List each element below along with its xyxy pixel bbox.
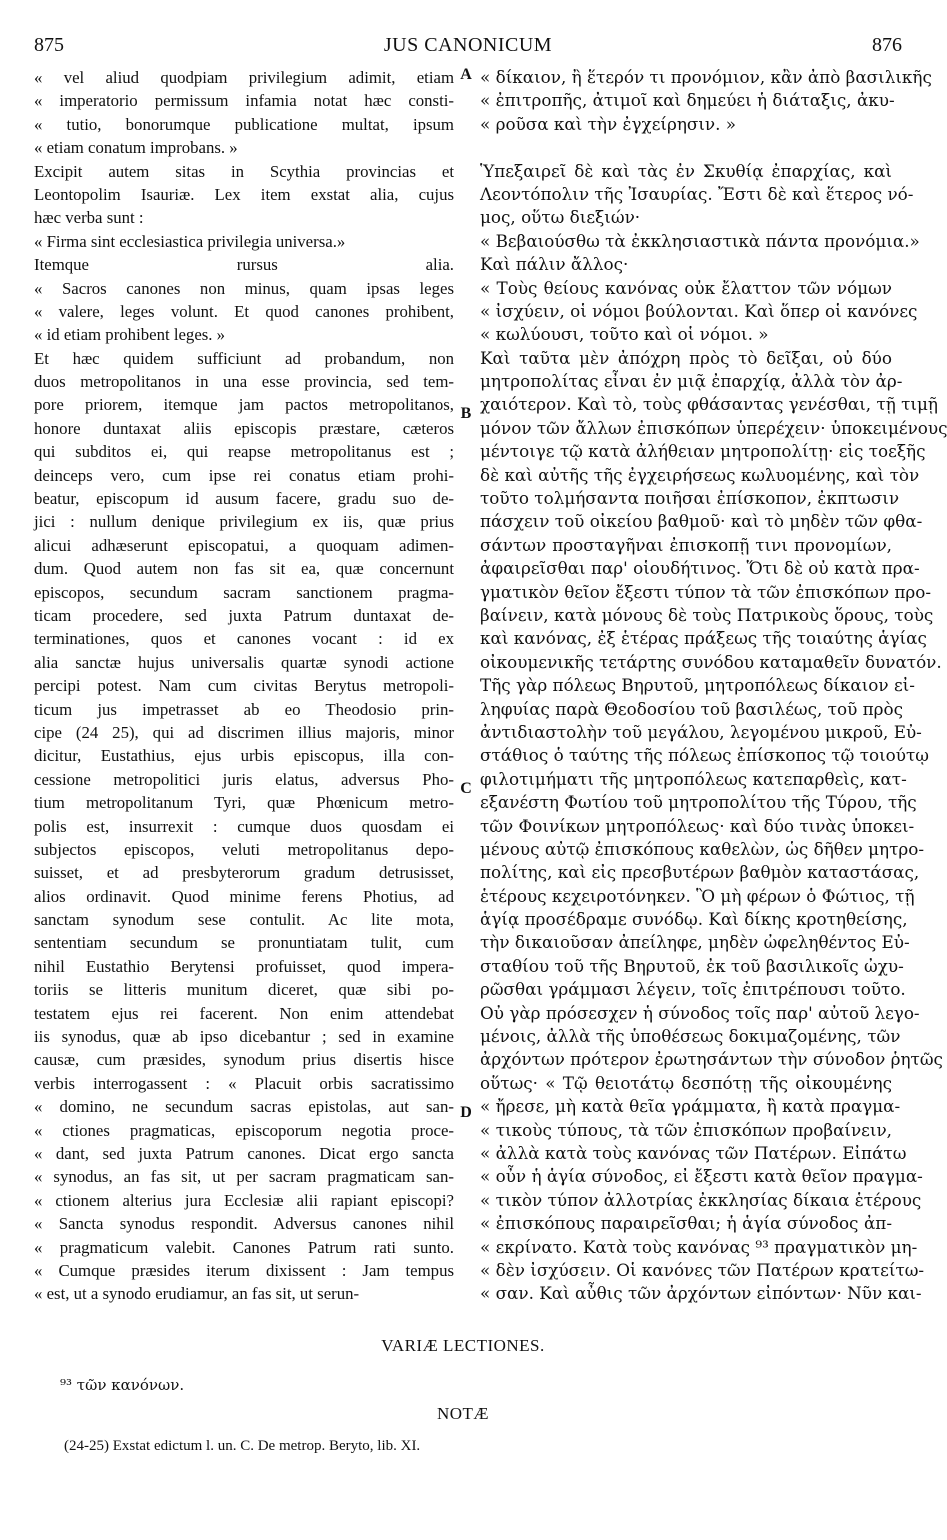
- text-line: Itemque rursus alia.: [34, 255, 454, 275]
- text-line: « οὖν ἡ ἁγία σύνοδος, εἰ ἔξεστι κατὰ θεῖον πραγμα-: [480, 1166, 923, 1187]
- text-line: τὴν δικαιοῦσαν ἀπείληφε, μηδὲν ὠφεληθέντος Εὐ-: [480, 932, 910, 953]
- footnote-text: (24-25) Exstat edictum l. un. C. De metrop. Beryto, lib. XI.: [64, 1438, 421, 1454]
- text-line: Τῆς γὰρ πόλεως Βηρυτοῦ, μητροπόλεως δίκαιον εἰ-: [480, 675, 915, 696]
- margin-marker-b: B: [460, 405, 472, 422]
- text-line: [480, 136, 892, 159]
- text-line: ticum jus impetrasset ab eo Theodosio prin-: [34, 699, 454, 719]
- text-line: verbis interrogassent : « Placuit orbis sacratissimo: [34, 1073, 454, 1093]
- notae-heading: NOTÆ: [436, 1404, 490, 1423]
- text-line: στάθιος ὁ ταύτης τῆς πόλεως ἐπίσκοπος τῷ τοιούτῳ: [480, 745, 929, 766]
- text-line: « σαν. Καὶ αὖθις τῶν ἀρχόντων εἰπόντων· Νῦν και-: [480, 1283, 922, 1304]
- text-line: οἰκουμενικῆς τετάρτης συνόδου καταμαθεῖν δυνατόν.: [480, 651, 942, 672]
- text-line: τοῦτο τολμήσαντα ποιῆσαι ἐπίσκοπον, ἐκπτωσιν: [480, 488, 900, 509]
- text-line: cipe (24 25), qui ad discrimen illius majoris, minor: [34, 722, 454, 742]
- text-line: dum. Quod autem non fas sit ea, quæ concernunt: [34, 559, 454, 579]
- text-line: μένους αὐτῷ ἐπισκόπους καθελὼν, ὡς δῆθεν μητρο-: [480, 838, 924, 859]
- text-line: « Cumque præsides iterum dixissent : Jam tempus: [34, 1260, 454, 1280]
- text-line: causæ, cum præsides, synodum prius disertis hisce: [34, 1050, 454, 1070]
- text-line: φιλοτιμήματι τῆς μητροπόλεως κατεπαρθεὶς, κατ-: [480, 768, 907, 789]
- page-header: [34, 34, 902, 64]
- text-line: deinceps vero, cum ipse rei conatus etiam prohi-: [34, 465, 454, 485]
- text-line: « imperatorio permissum infamia notat hæc consti-: [34, 91, 454, 111]
- text-line: duos metropolitanos in una esse provincia, sed tem-: [34, 372, 454, 392]
- text-line: « Firma sint ecclesiastica privilegia universa.»: [34, 231, 346, 251]
- text-line: iis synodus, quæ ab ipso dicebantur ; sed in examine: [34, 1027, 454, 1047]
- text-line: « domino, ne secundum sacras epistolas, aut san-: [34, 1097, 454, 1117]
- text-line: χαιότερον. Καὶ τὸ, τοὺς φθάσαντας γενέσθαι, τῇ τιμῇ: [480, 394, 938, 415]
- text-line: « ἀλλὰ κατὰ τοὺς κανόνας τῶν Πατέρων. Εἰπάτω: [480, 1142, 907, 1163]
- text-line: μος, οὕτω διεξιών·: [480, 207, 641, 228]
- text-line: πολίτης, καὶ εἰς πρεσβυτέρων βαθμὸν καταστάσας,: [480, 862, 920, 883]
- text-line: βαίνειν, κατὰ μόνους δὲ τοὺς Πατρικοὺς ὅρους, τοὺς: [480, 604, 934, 625]
- text-line: « synodus, an fas sit, ut per sacram pragmaticam san-: [34, 1167, 454, 1187]
- text-line: σάντων προσταγῆναι ἐπισκοπῇ τινι προνομίων,: [480, 534, 892, 555]
- margin-marker-c: C: [460, 780, 472, 797]
- text-line: beatur, episcopum id ausum facere, gradu suo de-: [34, 489, 454, 509]
- text-line: ticam procedere, sed juxta Patrum duntaxat de-: [34, 605, 454, 625]
- text-line: Οὐ γὰρ πρόσεσχεν ἡ σύνοδος τοῖς παρ' αὐτοῦ λεγο-: [480, 1002, 920, 1023]
- text-line: percipi potest. Nam cum civitas Berytus metropoli-: [34, 676, 454, 696]
- text-line: qui subditos ei, qui reapse metropolitanus est ;: [34, 442, 454, 462]
- text-line: εξανέστη Φωτίου τοῦ μητροπολίτου τῆς Τύρου, τῆς: [480, 792, 917, 813]
- text-line: « etiam conatum improbans. »: [34, 138, 238, 158]
- text-line: « valere, leges volunt. Et quod canones prohibent,: [34, 301, 454, 321]
- text-line: ἀφαιρεῖσθαι παρ' οἱουδήτινος. Ὅτι δὲ οὐ κατὰ πρα-: [480, 558, 920, 579]
- text-line: μητροπολίτας εἶναι ἐν μιᾷ ἐπαρχίᾳ, ἀλλὰ τὸν ἀρ-: [480, 371, 903, 392]
- variae-lectiones-heading: VARIÆ LECTIONES.: [381, 1336, 545, 1355]
- text-line: « ἰσχύειν, οἱ νόμοι βούλονται. Καὶ ὅπερ οἱ κανόνες: [480, 300, 918, 321]
- text-line: γματικὸν θεῖον ἔξεστι τύπον τὰ τῶν ἐπισκόπων προ-: [480, 581, 932, 602]
- text-line: ἀρχόντων πρότερον ἐρωτησάντων τὴν σύνοδον ῥητῶς: [480, 1049, 943, 1070]
- text-line: sanctam synodum sese contulit. Ac lite mota,: [34, 910, 454, 930]
- text-line: subjectos episcopos, veluti metropolitanus depo-: [34, 839, 454, 859]
- text-line: μόνον τῶν ἄλλων ἐπισκόπων ὑπερέχειν· ὑποκειμένους: [480, 417, 947, 438]
- text-line: tium metropolitanum Tyri, quæ Phœnicum metro-: [34, 793, 454, 813]
- text-line: nihil Eustathio Berytensi profuisset, quod impera-: [34, 956, 454, 976]
- text-line: alicui adhæserunt episcopatui, a quoquam adimen-: [34, 535, 454, 555]
- text-line: καὶ κανόνας, ἐξ ἑτέρας πράξεως τῆς τοιαύτης ἁγίας: [480, 628, 927, 649]
- text-line: « Sacros canones non minus, quam ipsas leges: [34, 278, 454, 298]
- text-line: « τικοὺς τύπους, τὰ τῶν ἐπισκόπων προβαίνειν,: [480, 1119, 892, 1140]
- text-line: episcopos, secundum sacram sanctionem pragma-: [34, 582, 454, 602]
- text-line: « δὲν ἰσχύσειν. Οἱ κανόνες τῶν Πατέρων κρατείτω-: [480, 1259, 925, 1280]
- text-line: μέντοιγε τῷ κατὰ ἀλήθειαν μητροπολίτῃ· εἰς τοεξῆς: [480, 441, 926, 462]
- text-line: δὲ καὶ αὐτῆς τῆς ἐγχειρήσεως κωλυομένης, καὶ τὸν: [480, 464, 920, 485]
- text-line: terminationes, quos et canones vocant : id ex: [34, 629, 454, 649]
- text-line: Λεοντόπολιν τῆς Ἰσαυρίας. Ἔστι δὲ καὶ ἕτερος νό-: [480, 183, 914, 204]
- text-line: Excipit autem sitas in Scythia provincias et: [34, 161, 454, 181]
- text-line: ἀντιδιαστολὴν τοῦ μεγάλου, λεγομένου μικροῦ, Εὐ-: [480, 721, 922, 742]
- text-line: dicitur, Eustathius, ejus urbis episcopus, illa con-: [34, 746, 454, 766]
- text-line: Et hæc quidem sufficiunt ad probandum, non: [34, 348, 454, 368]
- text-line: μένοις, ἀλλὰ τῆς ὑποθέσεως δοκιμαζομένης, τῶν: [480, 1026, 901, 1047]
- text-line: testatem ejus rei facerent. Non enim attendebat: [34, 1003, 454, 1023]
- text-line: « ἤρεσε, μὴ κατὰ θεῖα γράμματα, ἢ κατὰ πραγμα-: [480, 1096, 901, 1117]
- text-line: « tutio, bonorumque publicatione multat, ipsum: [34, 114, 454, 134]
- text-line: « id etiam prohibent leges. »: [34, 325, 226, 345]
- text-line: toriis se litteris munitum diceret, quæ sibi po-: [34, 980, 454, 1000]
- text-line: « ἐπιτροπῆς, ἀτιμοῖ καὶ δημεύει ἡ διάταξις, ἀκυ-: [480, 90, 895, 111]
- text-line: « Βεβαιούσθω τὰ ἐκκλησιαστικὰ πάντα προνόμια.»: [480, 230, 920, 251]
- text-line: « vel aliud quodpiam privilegium adimit, etiam: [34, 68, 454, 87]
- text-line: honore duntaxat aliis episcopis præstare, cæteros: [34, 418, 454, 438]
- text-line: Καὶ ταῦτα μὲν ἀπόχρη πρὸς τὸ δεῖξαι, οὐ δύο: [480, 347, 892, 368]
- text-line: « dant, sed juxta Patrum canones. Dicat ergo sancta: [34, 1143, 454, 1163]
- text-line: « ἐπισκόπους παραιρεῖσθαι; ἡ ἁγία σύνοδος ἀπ-: [480, 1213, 892, 1234]
- text-line: ἁγίᾳ προσέδραμε συνόδῳ. Καὶ δίκης κροτηθείσης,: [480, 909, 908, 930]
- text-line: hæc verba sunt :: [34, 208, 144, 228]
- text-line: polis est, insurrexit : cumque duos quosdam ei: [34, 816, 454, 836]
- text-line: « est, ut a synodo erudiamur, an fas sit, ut serun-: [34, 1284, 360, 1304]
- text-line: « pragmaticum valebit. Canones Patrum rati sunto.: [34, 1237, 454, 1257]
- text-line: alia sanctæ hujus universalis quartæ synodi actione: [34, 652, 454, 672]
- greek-column: [480, 66, 947, 1306]
- text-line: « ctionem alterius jura Ecclesiæ alii rapiant episcopi?: [34, 1190, 454, 1210]
- text-line: Καὶ πάλιν ἄλλος·: [480, 254, 629, 275]
- text-line: pore priorem, itemque jam pactos metropolitanos,: [34, 395, 454, 415]
- text-line: « Sancta synodus respondit. Adversus canones nihil: [34, 1214, 454, 1234]
- text-line: sententiam secundum se pronuntiatam tulit, cum: [34, 933, 454, 953]
- text-line: cessione metropolitici juris elatus, adversus Pho-: [34, 769, 454, 789]
- text-line: « ροῦσα καὶ τὴν ἐγχείρησιν. »: [480, 113, 737, 134]
- text-line: « τικὸν τύπον ἀλλοτρίας ἐκκλησίας δίκαια ἑτέρους: [480, 1189, 922, 1210]
- latin-column: [34, 66, 454, 1306]
- text-line: τῶν Φοινίκων μητροπόλεως· καὶ δύο τινὰς ὑποκει-: [480, 815, 915, 836]
- left-page-number: 875: [34, 34, 64, 56]
- text-line: jici : nullum denique privilegium ex iis, quæ prius: [34, 512, 454, 532]
- text-line: « Τοὺς θείους κανόνας οὐκ ἔλαττον τῶν νόμων: [480, 277, 892, 298]
- text-line: « ctiones pragmaticas, episcoporum negotia proce-: [34, 1120, 454, 1140]
- text-line: « κωλύουσι, τοῦτο καὶ οἱ νόμοι. »: [480, 324, 769, 345]
- text-line: « δίκαιον, ἢ ἕτερόν τι προνόμιον, κἂν ἀπὸ βασιλικῆς: [480, 67, 932, 87]
- text-line: ληφυίας παρὰ Θεοδοσίου τοῦ βασιλέως, τοῦ πρὸς: [480, 698, 904, 719]
- margin-marker-d: D: [460, 1104, 472, 1121]
- variant-reading-note: ⁹³ τῶν κανόνων.: [60, 1376, 185, 1394]
- running-title: JUS CANONICUM: [383, 34, 553, 56]
- text-line: πάσχειν τοῦ οἰκείου βαθμοῦ· καὶ τὸ μηδὲν τῶν φθα-: [480, 511, 923, 532]
- text-line: Ὑπεξαιρεῖ δὲ καὶ τὰς ἐν Σκυθίᾳ ἐπαρχίας, καὶ: [480, 160, 892, 181]
- right-page-number: 876: [872, 34, 902, 56]
- text-line: σταθίου τοῦ τῆς Βηρυτοῦ, ἐκ τοῦ βασιλικοῖς ὠχυ-: [480, 955, 904, 976]
- text-line: « εκρίνατο. Κατὰ τοὺς κανόνας ⁹³ πραγματικὸν μη-: [480, 1236, 918, 1257]
- text-line: suisset, et ad presbyterorum gradum detrusisset,: [34, 863, 454, 883]
- text-line: ἑτέρους κεχειροτόνηκεν. Ὃ μὴ φέρων ὁ Φώτιος, τῇ: [480, 885, 915, 906]
- text-line: οὕτως· « Τῷ θειοτάτῳ δεσπότῃ τῆς οἰκουμένης: [480, 1072, 892, 1093]
- text-line: Leontopolim Isauriæ. Lex item exstat alia, cujus: [34, 184, 454, 204]
- text-line: alios ordinavit. Quod minime ferens Photius, ad: [34, 886, 454, 906]
- margin-marker-a: A: [460, 66, 472, 83]
- text-line: ρῶσθαι γράμμασι λέγειν, τοῖς ἐπιτρέπουσι τοῦτο.: [480, 979, 906, 1000]
